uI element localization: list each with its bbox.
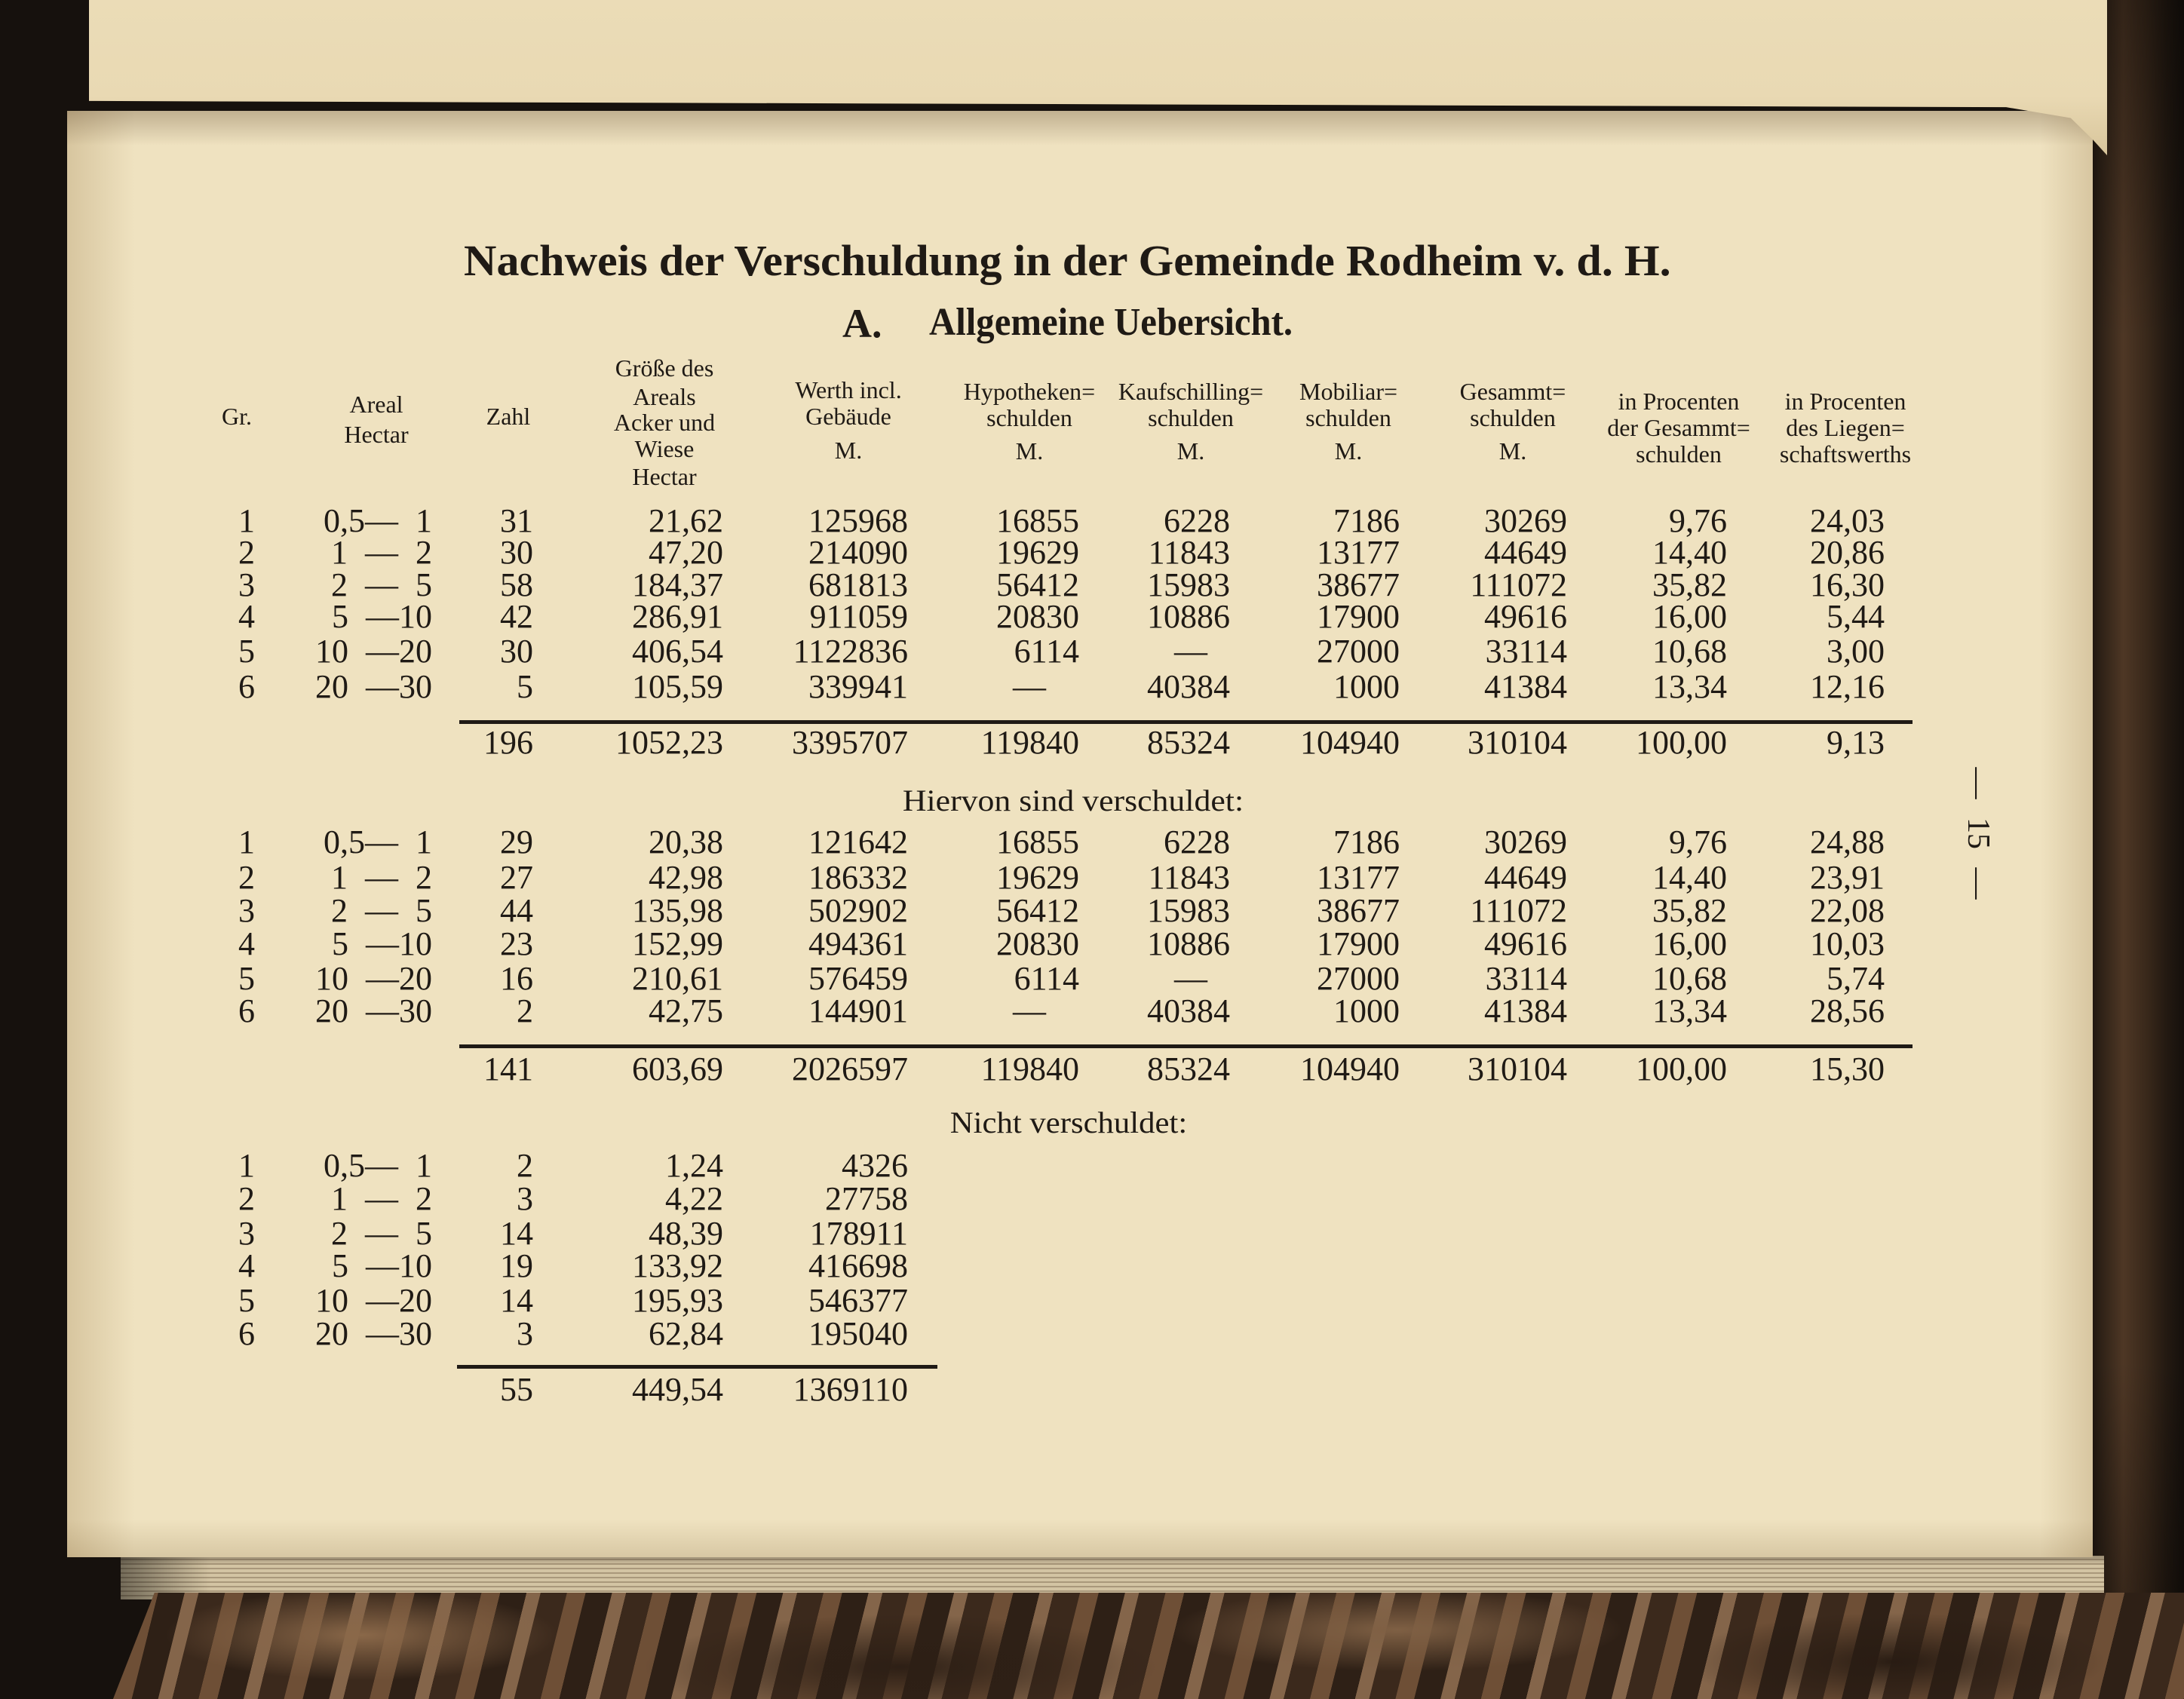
- cell-zahl: 55: [500, 1371, 533, 1408]
- header-mobiliar: M.: [1334, 437, 1363, 465]
- cell-gesammt: 41384: [1484, 992, 1567, 1029]
- cell-gr: 1: [238, 502, 255, 539]
- cell-areal: 1 — 2: [331, 1180, 432, 1217]
- cell-werth: 681813: [808, 566, 908, 603]
- cell-mobiliar: 13177: [1317, 859, 1400, 896]
- cell-hypotheken: 6114: [1014, 633, 1079, 670]
- cell-mobiliar: 38677: [1317, 566, 1400, 603]
- cell-kaufschilling: 11843: [1148, 534, 1230, 571]
- cell-werth: 494361: [808, 925, 908, 962]
- cell-procent_liegen: 5,44: [1827, 598, 1885, 635]
- cell-groesse: 1,24: [665, 1147, 723, 1184]
- cell-kaufschilling: 6228: [1164, 823, 1230, 860]
- section-letter: A.: [842, 301, 882, 346]
- header-kaufschilling: schulden: [1148, 404, 1234, 431]
- cell-werth: 125968: [808, 502, 908, 539]
- cell-kaufschilling: —: [1174, 633, 1207, 670]
- cell-procent_liegen: 23,91: [1810, 859, 1885, 896]
- cell-mobiliar: 27000: [1317, 633, 1400, 670]
- header-groesse: Größe des: [615, 354, 714, 382]
- header-kaufschilling: M.: [1176, 437, 1205, 465]
- cell-gesammt: 310104: [1468, 724, 1567, 761]
- header-groesse: Hectar: [632, 463, 697, 490]
- cell-gesammt: 111072: [1470, 892, 1567, 929]
- cell-mobiliar: 7186: [1333, 502, 1400, 539]
- cell-groesse: 4,22: [665, 1180, 723, 1217]
- cell-zahl: 31: [500, 502, 533, 539]
- cell-areal: 10 —20: [315, 960, 432, 997]
- cell-werth: 416698: [808, 1247, 908, 1284]
- cell-procent_liegen: 9,13: [1827, 724, 1885, 761]
- cell-gesammt: 30269: [1484, 823, 1567, 860]
- cell-groesse: 48,39: [649, 1215, 723, 1252]
- cell-procent_gesammt: 16,00: [1652, 598, 1727, 635]
- cell-werth: 144901: [808, 992, 908, 1029]
- cell-gr: 2: [238, 534, 255, 571]
- cell-procent_liegen: 28,56: [1810, 992, 1885, 1029]
- cell-zahl: 5: [517, 668, 533, 705]
- cell-groesse: 1052,23: [615, 724, 723, 761]
- header-gesammt: schulden: [1470, 404, 1556, 431]
- cell-zahl: 29: [500, 823, 533, 860]
- cell-procent_liegen: 16,30: [1810, 566, 1885, 603]
- cell-groesse: 210,61: [632, 960, 723, 997]
- cell-gr: 6: [238, 668, 255, 705]
- cell-areal: 20 —30: [315, 1315, 432, 1352]
- cell-hypotheken: 20830: [996, 925, 1079, 962]
- cell-mobiliar: 27000: [1317, 960, 1400, 997]
- cell-kaufschilling: —: [1174, 960, 1207, 997]
- cell-areal: 10 —20: [315, 1282, 432, 1319]
- header-gesammt: M.: [1498, 437, 1527, 465]
- cell-zahl: 141: [483, 1050, 533, 1087]
- cell-groesse: 449,54: [632, 1371, 723, 1408]
- cell-areal: 1 — 2: [331, 859, 432, 896]
- cell-gesammt: 49616: [1484, 925, 1567, 962]
- header-groesse: Wiese: [634, 435, 695, 462]
- cell-zahl: 44: [500, 892, 533, 929]
- cell-procent_gesammt: 14,40: [1652, 859, 1727, 896]
- cell-gr: 3: [238, 892, 255, 929]
- header-hypotheken: schulden: [986, 404, 1072, 431]
- cell-groesse: 135,98: [632, 892, 723, 929]
- cell-hypotheken: 6114: [1014, 960, 1079, 997]
- cell-procent_gesammt: 10,68: [1652, 633, 1727, 670]
- cell-areal: 5 —10: [332, 925, 432, 962]
- cell-mobiliar: 104940: [1300, 724, 1400, 761]
- cell-mobiliar: 17900: [1317, 598, 1400, 635]
- cell-kaufschilling: 6228: [1164, 502, 1230, 539]
- cell-zahl: 19: [500, 1247, 533, 1284]
- cell-gesammt: 49616: [1484, 598, 1567, 635]
- header-procent_gesammt: der Gesammt=: [1607, 414, 1750, 441]
- page-number: — 15 —: [1961, 767, 1995, 900]
- cell-procent_liegen: 24,03: [1810, 502, 1885, 539]
- header-hypotheken: Hypotheken=: [963, 378, 1096, 405]
- cell-zahl: 14: [500, 1215, 533, 1252]
- cell-hypotheken: 56412: [996, 566, 1079, 603]
- cell-groesse: 42,98: [649, 859, 723, 896]
- cell-mobiliar: 1000: [1333, 992, 1400, 1029]
- cell-hypotheken: 119840: [980, 724, 1079, 761]
- cell-gr: 4: [238, 598, 255, 635]
- cell-mobiliar: 13177: [1317, 534, 1400, 571]
- section-heading: Hiervon sind verschuldet:: [902, 784, 1244, 817]
- cell-zahl: 2: [517, 1147, 533, 1184]
- cell-hypotheken: 16855: [996, 502, 1079, 539]
- cell-groesse: 133,92: [632, 1247, 723, 1284]
- cell-procent_gesammt: 100,00: [1636, 724, 1727, 761]
- cell-kaufschilling: 85324: [1147, 1050, 1230, 1087]
- header-procent_gesammt: schulden: [1636, 440, 1722, 468]
- cell-zahl: 3: [517, 1315, 533, 1352]
- cell-zahl: 23: [500, 925, 533, 962]
- cell-kaufschilling: 15983: [1147, 892, 1230, 929]
- cell-zahl: 3: [517, 1180, 533, 1217]
- cell-werth: 546377: [808, 1282, 908, 1319]
- cell-gr: 2: [238, 859, 255, 896]
- header-groesse: Acker und: [613, 409, 716, 436]
- cell-procent_gesammt: 35,82: [1652, 892, 1727, 929]
- cell-gr: 4: [238, 925, 255, 962]
- cell-hypotheken: 56412: [996, 892, 1079, 929]
- cell-gr: 1: [238, 823, 255, 860]
- cell-mobiliar: 17900: [1317, 925, 1400, 962]
- cell-kaufschilling: 10886: [1147, 925, 1230, 962]
- header-groesse: Areals: [633, 383, 696, 410]
- cell-zahl: 30: [500, 633, 533, 670]
- cell-procent_liegen: 20,86: [1810, 534, 1885, 571]
- cell-gesammt: 310104: [1468, 1050, 1567, 1087]
- cell-kaufschilling: 15983: [1147, 566, 1230, 603]
- cell-groesse: 20,38: [649, 823, 723, 860]
- cell-procent_gesammt: 9,76: [1669, 502, 1727, 539]
- cell-kaufschilling: 11843: [1148, 859, 1230, 896]
- header-procent_liegen: des Liegen=: [1786, 414, 1905, 441]
- cell-procent_liegen: 15,30: [1810, 1050, 1885, 1087]
- header-procent_liegen: in Procenten: [1784, 388, 1906, 415]
- cell-procent_gesammt: 100,00: [1636, 1050, 1727, 1087]
- cell-hypotheken: —: [1013, 992, 1046, 1029]
- cell-groesse: 195,93: [632, 1282, 723, 1319]
- cell-kaufschilling: 85324: [1147, 724, 1230, 761]
- cell-gr: 6: [238, 992, 255, 1029]
- cell-mobiliar: 104940: [1300, 1050, 1400, 1087]
- cell-areal: 20 —30: [315, 992, 432, 1029]
- cell-hypotheken: 19629: [996, 534, 1079, 571]
- cell-procent_gesammt: 16,00: [1652, 925, 1727, 962]
- cell-zahl: 196: [483, 724, 533, 761]
- header-gesammt: Gesammt=: [1459, 378, 1566, 405]
- cell-zahl: 30: [500, 534, 533, 571]
- section-heading: Nicht verschuldet:: [949, 1106, 1188, 1139]
- cell-mobiliar: 38677: [1317, 892, 1400, 929]
- header-areal: Areal: [349, 391, 403, 418]
- cell-groesse: 42,75: [649, 992, 723, 1029]
- cell-areal: 0,5— 1: [324, 823, 432, 860]
- cell-gr: 2: [238, 1180, 255, 1217]
- page-title: Nachweis der Verschuldung in der Gemeinde Rodheim v. d. H.: [464, 236, 1671, 285]
- cell-kaufschilling: 10886: [1147, 598, 1230, 635]
- cell-hypotheken: —: [1013, 668, 1046, 705]
- cell-werth: 195040: [808, 1315, 908, 1352]
- header-mobiliar: schulden: [1305, 404, 1391, 431]
- cell-gesammt: 111072: [1470, 566, 1567, 603]
- cell-groesse: 47,20: [649, 534, 723, 571]
- cell-zahl: 42: [500, 598, 533, 635]
- cell-werth: 4326: [842, 1147, 908, 1184]
- cell-procent_liegen: 24,88: [1810, 823, 1885, 860]
- cell-werth: 3395707: [792, 724, 908, 761]
- cell-gesammt: 33114: [1485, 960, 1567, 997]
- sum-rule: [459, 1044, 1913, 1048]
- header-procent_gesammt: in Procenten: [1618, 388, 1740, 415]
- cell-procent_gesammt: 9,76: [1669, 823, 1727, 860]
- header-werth: M.: [834, 437, 863, 464]
- header-areal: Hectar: [344, 421, 409, 448]
- cell-procent_gesammt: 13,34: [1652, 668, 1727, 705]
- cell-gr: 3: [238, 1215, 255, 1252]
- cell-areal: 10 —20: [315, 633, 432, 670]
- cell-gr: 6: [238, 1315, 255, 1352]
- cell-gr: 5: [238, 633, 255, 670]
- cell-procent_liegen: 10,03: [1810, 925, 1885, 962]
- cell-mobiliar: 1000: [1333, 668, 1400, 705]
- cell-groesse: 152,99: [632, 925, 723, 962]
- cell-werth: 178911: [809, 1215, 908, 1252]
- cell-groesse: 105,59: [632, 668, 723, 705]
- cell-areal: 1 — 2: [331, 534, 432, 571]
- cell-mobiliar: 7186: [1333, 823, 1400, 860]
- cell-werth: 576459: [808, 960, 908, 997]
- cell-procent_liegen: 12,16: [1810, 668, 1885, 705]
- cell-werth: 1122836: [793, 633, 908, 670]
- cell-werth: 502902: [808, 892, 908, 929]
- cell-hypotheken: 19629: [996, 859, 1079, 896]
- cell-procent_gesammt: 13,34: [1652, 992, 1727, 1029]
- cell-procent_gesammt: 14,40: [1652, 534, 1727, 571]
- cell-areal: 0,5— 1: [324, 1147, 432, 1184]
- cell-gesammt: 44649: [1484, 534, 1567, 571]
- cell-gesammt: 44649: [1484, 859, 1567, 896]
- cell-areal: 2 — 5: [331, 1215, 432, 1252]
- cell-areal: 2 — 5: [331, 892, 432, 929]
- cell-gr: 5: [238, 960, 255, 997]
- cell-groesse: 286,91: [632, 598, 723, 635]
- cell-areal: 20 —30: [315, 668, 432, 705]
- cell-areal: 5 —10: [332, 1247, 432, 1284]
- cell-groesse: 406,54: [632, 633, 723, 670]
- cell-groesse: 21,62: [649, 502, 723, 539]
- cell-werth: 214090: [808, 534, 908, 571]
- cell-zahl: 27: [500, 859, 533, 896]
- cell-zahl: 14: [500, 1282, 533, 1319]
- cell-hypotheken: 119840: [980, 1050, 1079, 1087]
- cell-gr: 4: [238, 1247, 255, 1284]
- cell-werth: 1369110: [793, 1371, 908, 1408]
- cell-werth: 121642: [808, 823, 908, 860]
- cell-werth: 2026597: [792, 1050, 908, 1087]
- cell-procent_gesammt: 10,68: [1652, 960, 1727, 997]
- cell-areal: 0,5— 1: [324, 502, 432, 539]
- cell-procent_liegen: 22,08: [1810, 892, 1885, 929]
- cell-procent_liegen: 5,74: [1827, 960, 1885, 997]
- cell-werth: 911059: [809, 598, 908, 635]
- cell-zahl: 58: [500, 566, 533, 603]
- cell-areal: 2 — 5: [331, 566, 432, 603]
- header-kaufschilling: Kaufschilling=: [1118, 378, 1264, 405]
- cell-zahl: 16: [500, 960, 533, 997]
- header-procent_liegen: schaftswerths: [1779, 440, 1912, 468]
- cell-kaufschilling: 40384: [1147, 992, 1230, 1029]
- header-gr: Gr.: [222, 403, 252, 430]
- cell-procent_gesammt: 35,82: [1652, 566, 1727, 603]
- cell-hypotheken: 16855: [996, 823, 1079, 860]
- header-hypotheken: M.: [1015, 437, 1044, 465]
- cell-werth: 186332: [808, 859, 908, 896]
- cell-hypotheken: 20830: [996, 598, 1079, 635]
- cell-werth: 27758: [825, 1180, 908, 1217]
- cell-gesammt: 33114: [1485, 633, 1567, 670]
- header-werth: Werth incl.: [795, 376, 902, 403]
- cell-zahl: 2: [517, 992, 533, 1029]
- cell-groesse: 184,37: [632, 566, 723, 603]
- cell-werth: 339941: [808, 668, 908, 705]
- cell-gesammt: 30269: [1484, 502, 1567, 539]
- cell-gr: 1: [238, 1147, 255, 1184]
- cell-gr: 5: [238, 1282, 255, 1319]
- cell-procent_liegen: 3,00: [1827, 633, 1885, 670]
- cell-gr: 3: [238, 566, 255, 603]
- sum-rule: [457, 1365, 937, 1369]
- header-werth: Gebäude: [805, 403, 891, 430]
- cell-kaufschilling: 40384: [1147, 668, 1230, 705]
- cell-groesse: 603,69: [632, 1050, 723, 1087]
- cell-gesammt: 41384: [1484, 668, 1567, 705]
- header-zahl: Zahl: [486, 403, 531, 430]
- cell-areal: 5 —10: [332, 598, 432, 635]
- header-mobiliar: Mobiliar=: [1299, 378, 1398, 405]
- section-title: Allgemeine Uebersicht.: [929, 301, 1293, 344]
- cell-groesse: 62,84: [649, 1315, 723, 1352]
